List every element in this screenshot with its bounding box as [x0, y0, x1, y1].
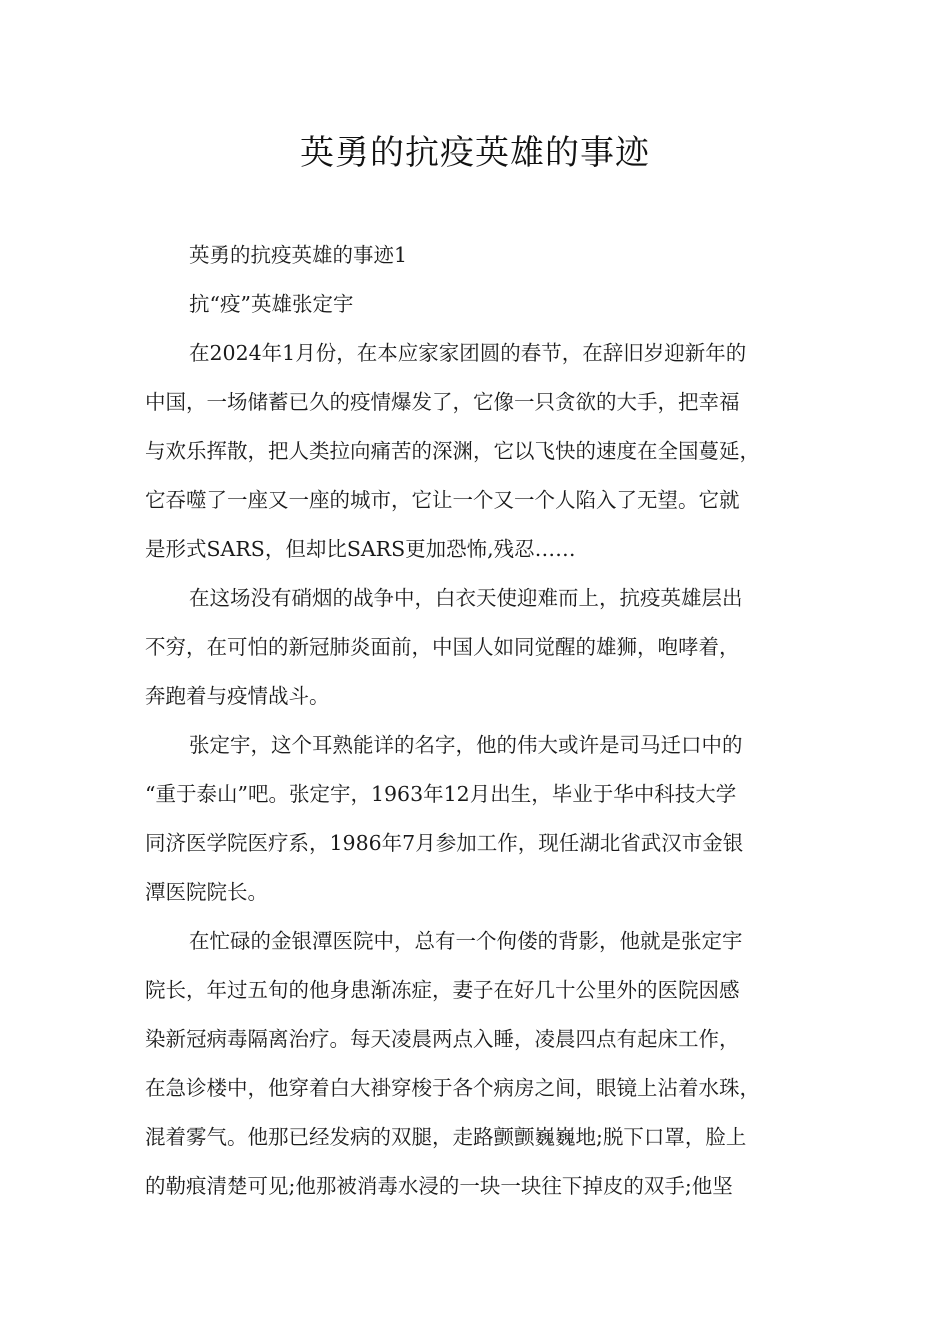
- paragraph-line: “重于泰山”吧。张定宇，1963年12月出生，毕业于华中科技大学: [145, 782, 737, 806]
- paragraph-line: 不穷，在可怕的新冠肺炎面前，中国人如同觉醒的雄狮，咆哮着，: [145, 635, 740, 659]
- document-title: 英勇的抗疫英雄的事迹: [300, 133, 650, 173]
- paragraph-line: 同济医学院医疗系，1986年7月参加工作，现任湖北省武汉市金银: [145, 831, 744, 855]
- paragraph-line: 潭医院院长。: [145, 880, 268, 904]
- paragraph-line: 是形式SARS，但却比SARS更加恐怖,残忍……: [145, 537, 576, 561]
- paragraph-line: 在忙碌的金银潭医院中，总有一个佝偻的背影，他就是张定宇: [189, 929, 743, 953]
- section-heading: 英勇的抗疫英雄的事迹1: [189, 243, 408, 267]
- paragraph-line: 混着雾气。他那已经发病的双腿，走路颤颤巍巍地;脱下口罩，脸上: [145, 1125, 747, 1149]
- subheading: 抗“疫”英雄张定宇: [189, 292, 354, 316]
- paragraph-line: 张定宇，这个耳熟能详的名字，他的伟大或许是司马迁口中的: [189, 733, 743, 757]
- paragraph-line: 奔跑着与疫情战斗。: [145, 684, 330, 708]
- paragraph-line: 在这场没有硝烟的战争中，白衣天使迎难而上，抗疫英雄层出: [189, 586, 743, 610]
- paragraph-line: 院长，年过五旬的他身患渐冻症，妻子在好几十公里外的医院因感: [145, 978, 740, 1002]
- paragraph-line: 中国，一场储蓄已久的疫情爆发了，它像一只贪欲的大手，把幸福: [145, 390, 740, 414]
- paragraph-line: 在2024年1月份，在本应家家团圆的春节，在辞旧岁迎新年的: [189, 341, 747, 365]
- paragraph-line: 与欢乐挥散，把人类拉向痛苦的深渊，它以飞快的速度在全国蔓延，: [145, 439, 760, 463]
- paragraph-line: 它吞噬了一座又一座的城市，它让一个又一个人陷入了无望。它就: [145, 488, 740, 512]
- paragraph-line: 的勒痕清楚可见;他那被消毒水浸的一块一块往下掉皮的双手;他坚: [145, 1174, 733, 1198]
- paragraph-line: 在急诊楼中，他穿着白大褂穿梭于各个病房之间，眼镜上沾着水珠，: [145, 1076, 760, 1100]
- document-body: [145, 231, 825, 1211]
- paragraph-line: 染新冠病毒隔离治疗。每天凌晨两点入睡，凌晨四点有起床工作，: [145, 1027, 740, 1051]
